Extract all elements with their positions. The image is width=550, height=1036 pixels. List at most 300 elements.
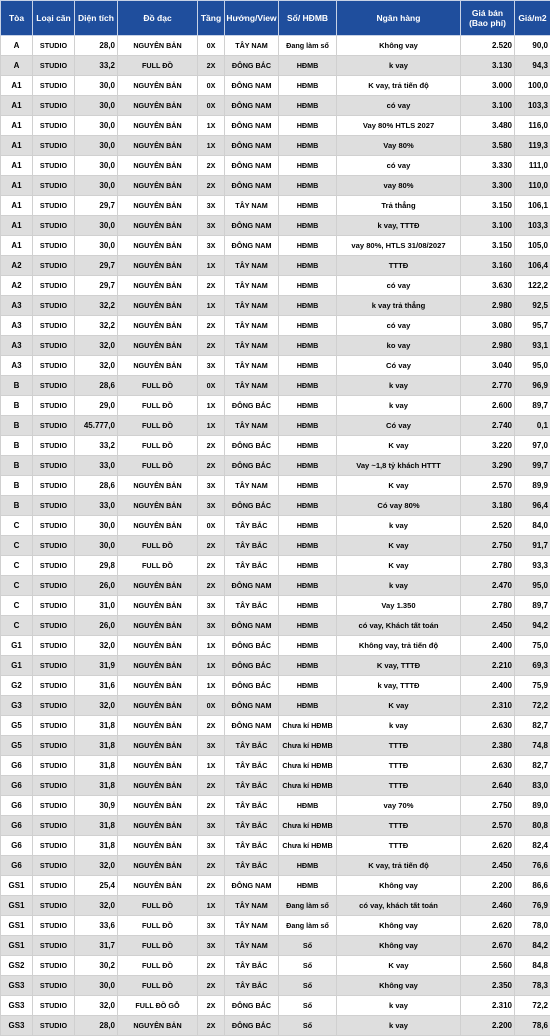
cell-so-hdmb: HĐMB bbox=[279, 576, 337, 596]
cell-toa: G3 bbox=[1, 696, 33, 716]
cell-gia-ban: 2.200 bbox=[461, 876, 515, 896]
cell-gia-m2: 74,8 bbox=[515, 736, 550, 756]
cell-do-dac: NGUYÊN BẢN bbox=[118, 516, 198, 536]
cell-so-hdmb: HĐMB bbox=[279, 196, 337, 216]
cell-huong-view: ĐÔNG NAM bbox=[225, 176, 279, 196]
table-row bbox=[1, 756, 550, 776]
cell-ngan-hang: Không vay bbox=[337, 976, 461, 996]
cell-so-hdmb: HĐMB bbox=[279, 76, 337, 96]
cell-toa: A3 bbox=[1, 356, 33, 376]
cell-tang: 0X bbox=[198, 516, 225, 536]
cell-gia-ban: 2.980 bbox=[461, 336, 515, 356]
cell-loai-can: STUDIO bbox=[33, 876, 75, 896]
cell-do-dac: NGUYÊN BẢN bbox=[118, 616, 198, 636]
cell-tang: 2X bbox=[198, 716, 225, 736]
cell-dien-tich: 28,6 bbox=[75, 476, 118, 496]
cell-tang: 3X bbox=[198, 216, 225, 236]
cell-huong-view: TÂY NAM bbox=[225, 356, 279, 376]
cell-toa: G2 bbox=[1, 676, 33, 696]
table-row bbox=[1, 736, 550, 756]
cell-ngan-hang: có vay bbox=[337, 276, 461, 296]
cell-ngan-hang: k vay bbox=[337, 1016, 461, 1036]
cell-toa: B bbox=[1, 396, 33, 416]
cell-so-hdmb: HĐMB bbox=[279, 336, 337, 356]
cell-gia-m2: 76,6 bbox=[515, 856, 550, 876]
cell-do-dac: FULL ĐỒ bbox=[118, 376, 198, 396]
cell-gia-ban: 2.400 bbox=[461, 676, 515, 696]
cell-dien-tich: 45.777,0 bbox=[75, 416, 118, 436]
cell-loai-can: STUDIO bbox=[33, 456, 75, 476]
cell-tang: 2X bbox=[198, 1016, 225, 1036]
cell-loai-can: STUDIO bbox=[33, 716, 75, 736]
table-row bbox=[1, 716, 550, 736]
cell-ngan-hang: K vay bbox=[337, 436, 461, 456]
cell-toa: GS3 bbox=[1, 1016, 33, 1036]
cell-toa: A1 bbox=[1, 96, 33, 116]
cell-huong-view: TÂY BẮC bbox=[225, 836, 279, 856]
cell-ngan-hang: K vay, TTTĐ bbox=[337, 656, 461, 676]
cell-huong-view: TÂY BẮC bbox=[225, 956, 279, 976]
cell-gia-ban: 2.750 bbox=[461, 796, 515, 816]
cell-gia-m2: 80,8 bbox=[515, 816, 550, 836]
cell-huong-view: ĐÔNG NAM bbox=[225, 116, 279, 136]
cell-ngan-hang: k vay bbox=[337, 56, 461, 76]
cell-gia-ban: 2.450 bbox=[461, 616, 515, 636]
cell-do-dac: NGUYÊN BẢN bbox=[118, 716, 198, 736]
cell-do-dac: NGUYÊN BẢN bbox=[118, 116, 198, 136]
cell-tang: 3X bbox=[198, 736, 225, 756]
cell-gia-m2: 116,0 bbox=[515, 116, 550, 136]
cell-gia-m2: 96,9 bbox=[515, 376, 550, 396]
cell-gia-m2: 0,1 bbox=[515, 416, 550, 436]
cell-gia-ban: 3.150 bbox=[461, 236, 515, 256]
cell-do-dac: NGUYÊN BẢN bbox=[118, 196, 198, 216]
cell-toa: B bbox=[1, 376, 33, 396]
cell-loai-can: STUDIO bbox=[33, 196, 75, 216]
cell-tang: 3X bbox=[198, 236, 225, 256]
column-header-gia-ban: Giá bán (Bao phí) bbox=[461, 1, 515, 36]
cell-huong-view: TÂY NAM bbox=[225, 336, 279, 356]
cell-dien-tich: 33,0 bbox=[75, 496, 118, 516]
cell-gia-m2: 106,1 bbox=[515, 196, 550, 216]
cell-dien-tich: 31,7 bbox=[75, 936, 118, 956]
cell-do-dac: FULL ĐỒ bbox=[118, 556, 198, 576]
cell-gia-ban: 2.780 bbox=[461, 596, 515, 616]
cell-ngan-hang: TTTĐ bbox=[337, 776, 461, 796]
cell-huong-view: ĐÔNG NAM bbox=[225, 716, 279, 736]
cell-dien-tich: 32,2 bbox=[75, 316, 118, 336]
table-row bbox=[1, 196, 550, 216]
column-header-huong-view: Hướng/View bbox=[225, 1, 279, 36]
table-row bbox=[1, 376, 550, 396]
cell-do-dac: FULL ĐỒ bbox=[118, 536, 198, 556]
cell-toa: GS1 bbox=[1, 896, 33, 916]
cell-so-hdmb: Chưa kí HĐMB bbox=[279, 716, 337, 736]
table-row bbox=[1, 616, 550, 636]
cell-loai-can: STUDIO bbox=[33, 296, 75, 316]
cell-so-hdmb: HĐMB bbox=[279, 256, 337, 276]
cell-tang: 2X bbox=[198, 576, 225, 596]
cell-ngan-hang: Vay 1.350 bbox=[337, 596, 461, 616]
cell-gia-m2: 94,2 bbox=[515, 616, 550, 636]
cell-so-hdmb: HĐMB bbox=[279, 356, 337, 376]
cell-loai-can: STUDIO bbox=[33, 936, 75, 956]
cell-loai-can: STUDIO bbox=[33, 816, 75, 836]
cell-huong-view: ĐÔNG BẮC bbox=[225, 56, 279, 76]
cell-dien-tich: 31,8 bbox=[75, 816, 118, 836]
cell-gia-ban: 3.100 bbox=[461, 216, 515, 236]
cell-huong-view: ĐÔNG BẮC bbox=[225, 496, 279, 516]
cell-ngan-hang: K vay bbox=[337, 536, 461, 556]
cell-do-dac: NGUYÊN BẢN bbox=[118, 296, 198, 316]
cell-do-dac: FULL ĐỒ bbox=[118, 416, 198, 436]
cell-huong-view: TÂY NAM bbox=[225, 416, 279, 436]
table-row bbox=[1, 556, 550, 576]
cell-tang: 3X bbox=[198, 616, 225, 636]
table-row bbox=[1, 156, 550, 176]
cell-toa: A1 bbox=[1, 176, 33, 196]
cell-tang: 3X bbox=[198, 936, 225, 956]
cell-huong-view: ĐÔNG NAM bbox=[225, 236, 279, 256]
cell-gia-m2: 84,8 bbox=[515, 956, 550, 976]
table-row bbox=[1, 836, 550, 856]
table-row bbox=[1, 676, 550, 696]
cell-do-dac: FULL ĐỒ bbox=[118, 936, 198, 956]
cell-huong-view: TÂY BẮC bbox=[225, 816, 279, 836]
cell-ngan-hang: TTTĐ bbox=[337, 256, 461, 276]
cell-do-dac: FULL ĐỒ bbox=[118, 456, 198, 476]
cell-huong-view: TÂY NAM bbox=[225, 196, 279, 216]
cell-loai-can: STUDIO bbox=[33, 896, 75, 916]
cell-loai-can: STUDIO bbox=[33, 236, 75, 256]
column-header-tang: Tầng bbox=[198, 1, 225, 36]
cell-dien-tich: 32,2 bbox=[75, 296, 118, 316]
cell-tang: 3X bbox=[198, 596, 225, 616]
cell-dien-tich: 30,0 bbox=[75, 176, 118, 196]
cell-do-dac: NGUYÊN BẢN bbox=[118, 856, 198, 876]
cell-tang: 1X bbox=[198, 756, 225, 776]
cell-ngan-hang: có vay bbox=[337, 96, 461, 116]
cell-loai-can: STUDIO bbox=[33, 136, 75, 156]
cell-dien-tich: 30,0 bbox=[75, 96, 118, 116]
cell-toa: A3 bbox=[1, 316, 33, 336]
cell-gia-m2: 76,9 bbox=[515, 896, 550, 916]
cell-huong-view: ĐÔNG BẮC bbox=[225, 996, 279, 1016]
cell-dien-tich: 31,8 bbox=[75, 836, 118, 856]
cell-loai-can: STUDIO bbox=[33, 916, 75, 936]
cell-toa: GS3 bbox=[1, 996, 33, 1016]
cell-loai-can: STUDIO bbox=[33, 496, 75, 516]
cell-gia-m2: 105,0 bbox=[515, 236, 550, 256]
cell-gia-ban: 2.400 bbox=[461, 636, 515, 656]
cell-tang: 2X bbox=[198, 996, 225, 1016]
cell-gia-ban: 2.380 bbox=[461, 736, 515, 756]
cell-huong-view: ĐÔNG NAM bbox=[225, 876, 279, 896]
cell-ngan-hang: k vay bbox=[337, 396, 461, 416]
cell-tang: 2X bbox=[198, 156, 225, 176]
cell-tang: 1X bbox=[198, 416, 225, 436]
cell-toa: B bbox=[1, 496, 33, 516]
cell-loai-can: STUDIO bbox=[33, 416, 75, 436]
table-row bbox=[1, 76, 550, 96]
cell-ngan-hang: k vay, TTTĐ bbox=[337, 216, 461, 236]
table-row bbox=[1, 436, 550, 456]
cell-so-hdmb: HĐMB bbox=[279, 536, 337, 556]
table-header bbox=[1, 1, 550, 36]
cell-toa: G1 bbox=[1, 636, 33, 656]
cell-gia-ban: 2.740 bbox=[461, 416, 515, 436]
cell-do-dac: NGUYÊN BẢN bbox=[118, 816, 198, 836]
cell-loai-can: STUDIO bbox=[33, 396, 75, 416]
cell-dien-tich: 31,6 bbox=[75, 676, 118, 696]
table-row bbox=[1, 176, 550, 196]
cell-gia-ban: 3.220 bbox=[461, 436, 515, 456]
table-row bbox=[1, 576, 550, 596]
cell-huong-view: TÂY BẮC bbox=[225, 776, 279, 796]
cell-gia-ban: 2.570 bbox=[461, 476, 515, 496]
cell-huong-view: TÂY NAM bbox=[225, 476, 279, 496]
cell-so-hdmb: HĐMB bbox=[279, 396, 337, 416]
cell-gia-ban: 2.470 bbox=[461, 576, 515, 596]
table-row bbox=[1, 496, 550, 516]
cell-do-dac: NGUYÊN BẢN bbox=[118, 276, 198, 296]
cell-huong-view: ĐÔNG BẮC bbox=[225, 1016, 279, 1036]
cell-do-dac: NGUYÊN BẢN bbox=[118, 236, 198, 256]
cell-gia-m2: 78,6 bbox=[515, 1016, 550, 1036]
cell-loai-can: STUDIO bbox=[33, 536, 75, 556]
cell-gia-m2: 72,2 bbox=[515, 996, 550, 1016]
cell-huong-view: TÂY BẮC bbox=[225, 556, 279, 576]
cell-ngan-hang: Vay ~1,8 tỷ khách HTTT bbox=[337, 456, 461, 476]
cell-dien-tich: 33,6 bbox=[75, 916, 118, 936]
cell-gia-ban: 3.180 bbox=[461, 496, 515, 516]
cell-loai-can: STUDIO bbox=[33, 596, 75, 616]
cell-tang: 0X bbox=[198, 76, 225, 96]
cell-gia-m2: 86,6 bbox=[515, 876, 550, 896]
cell-huong-view: TÂY NAM bbox=[225, 376, 279, 396]
cell-dien-tich: 32,0 bbox=[75, 696, 118, 716]
cell-loai-can: STUDIO bbox=[33, 776, 75, 796]
cell-do-dac: NGUYÊN BẢN bbox=[118, 76, 198, 96]
cell-so-hdmb: HĐMB bbox=[279, 96, 337, 116]
cell-loai-can: STUDIO bbox=[33, 56, 75, 76]
cell-gia-m2: 84,2 bbox=[515, 936, 550, 956]
table-row bbox=[1, 36, 550, 56]
cell-toa: GS1 bbox=[1, 916, 33, 936]
cell-so-hdmb: Đang làm sổ bbox=[279, 36, 337, 56]
table-row bbox=[1, 796, 550, 816]
cell-do-dac: NGUYÊN BẢN bbox=[118, 256, 198, 276]
cell-tang: 0X bbox=[198, 696, 225, 716]
cell-so-hdmb: HĐMB bbox=[279, 116, 337, 136]
cell-toa: GS2 bbox=[1, 956, 33, 976]
cell-toa: A1 bbox=[1, 76, 33, 96]
cell-do-dac: NGUYÊN BẢN bbox=[118, 316, 198, 336]
cell-ngan-hang: vay 70% bbox=[337, 796, 461, 816]
table-row bbox=[1, 336, 550, 356]
cell-so-hdmb: Chưa kí HĐMB bbox=[279, 776, 337, 796]
cell-do-dac: FULL ĐỒ bbox=[118, 896, 198, 916]
cell-do-dac: NGUYÊN BẢN bbox=[118, 636, 198, 656]
cell-huong-view: TÂY NAM bbox=[225, 936, 279, 956]
cell-do-dac: FULL ĐỒ bbox=[118, 956, 198, 976]
cell-huong-view: ĐÔNG BẮC bbox=[225, 656, 279, 676]
cell-ngan-hang: Có vay 80% bbox=[337, 496, 461, 516]
cell-huong-view: ĐÔNG BẮC bbox=[225, 676, 279, 696]
cell-gia-m2: 96,4 bbox=[515, 496, 550, 516]
cell-toa: GS3 bbox=[1, 976, 33, 996]
cell-dien-tich: 29,0 bbox=[75, 396, 118, 416]
cell-dien-tich: 26,0 bbox=[75, 616, 118, 636]
cell-toa: C bbox=[1, 536, 33, 556]
table-row bbox=[1, 316, 550, 336]
cell-ngan-hang: có vay, khách tất toán bbox=[337, 896, 461, 916]
cell-so-hdmb: HĐMB bbox=[279, 556, 337, 576]
cell-gia-m2: 84,0 bbox=[515, 516, 550, 536]
cell-gia-m2: 82,7 bbox=[515, 756, 550, 776]
cell-dien-tich: 30,0 bbox=[75, 116, 118, 136]
cell-dien-tich: 31,8 bbox=[75, 736, 118, 756]
cell-loai-can: STUDIO bbox=[33, 556, 75, 576]
table-row bbox=[1, 776, 550, 796]
cell-gia-ban: 2.310 bbox=[461, 696, 515, 716]
cell-huong-view: TÂY BẮC bbox=[225, 596, 279, 616]
cell-so-hdmb: HĐMB bbox=[279, 796, 337, 816]
cell-dien-tich: 32,0 bbox=[75, 856, 118, 876]
cell-loai-can: STUDIO bbox=[33, 96, 75, 116]
cell-gia-ban: 2.630 bbox=[461, 716, 515, 736]
cell-tang: 0X bbox=[198, 96, 225, 116]
cell-ngan-hang: k vay bbox=[337, 716, 461, 736]
cell-so-hdmb: Chưa kí HĐMB bbox=[279, 816, 337, 836]
cell-gia-m2: 75,0 bbox=[515, 636, 550, 656]
cell-huong-view: ĐÔNG NAM bbox=[225, 216, 279, 236]
cell-so-hdmb: HĐMB bbox=[279, 316, 337, 336]
table-row bbox=[1, 996, 550, 1016]
cell-so-hdmb: HĐMB bbox=[279, 376, 337, 396]
cell-tang: 2X bbox=[198, 536, 225, 556]
cell-toa: A1 bbox=[1, 196, 33, 216]
cell-do-dac: FULL ĐỒ bbox=[118, 916, 198, 936]
cell-ngan-hang: K vay bbox=[337, 476, 461, 496]
cell-dien-tich: 29,7 bbox=[75, 276, 118, 296]
cell-loai-can: STUDIO bbox=[33, 276, 75, 296]
cell-loai-can: STUDIO bbox=[33, 36, 75, 56]
cell-dien-tich: 32,0 bbox=[75, 996, 118, 1016]
table-row bbox=[1, 636, 550, 656]
cell-loai-can: STUDIO bbox=[33, 436, 75, 456]
cell-ngan-hang: K vay bbox=[337, 696, 461, 716]
cell-ngan-hang: có vay bbox=[337, 156, 461, 176]
cell-dien-tich: 33,2 bbox=[75, 436, 118, 456]
cell-do-dac: NGUYÊN BẢN bbox=[118, 336, 198, 356]
cell-tang: 2X bbox=[198, 796, 225, 816]
cell-tang: 1X bbox=[198, 656, 225, 676]
cell-loai-can: STUDIO bbox=[33, 576, 75, 596]
cell-ngan-hang: vay 80%, HTLS 31/08/2027 bbox=[337, 236, 461, 256]
cell-dien-tich: 25,4 bbox=[75, 876, 118, 896]
cell-huong-view: ĐÔNG NAM bbox=[225, 696, 279, 716]
cell-gia-m2: 82,4 bbox=[515, 836, 550, 856]
table-row bbox=[1, 976, 550, 996]
cell-loai-can: STUDIO bbox=[33, 616, 75, 636]
table-row bbox=[1, 696, 550, 716]
table-row bbox=[1, 536, 550, 556]
cell-tang: 1X bbox=[198, 896, 225, 916]
cell-do-dac: NGUYÊN BẢN bbox=[118, 216, 198, 236]
cell-do-dac: NGUYÊN BẢN bbox=[118, 176, 198, 196]
cell-ngan-hang: TTTĐ bbox=[337, 736, 461, 756]
cell-so-hdmb: Sổ bbox=[279, 996, 337, 1016]
table-row bbox=[1, 396, 550, 416]
cell-toa: G1 bbox=[1, 656, 33, 676]
cell-dien-tich: 29,7 bbox=[75, 196, 118, 216]
cell-do-dac: NGUYÊN BẢN bbox=[118, 596, 198, 616]
column-header-so-hdmb: Sổ/ HĐMB bbox=[279, 1, 337, 36]
cell-do-dac: NGUYÊN BẢN bbox=[118, 496, 198, 516]
cell-toa: A bbox=[1, 36, 33, 56]
cell-huong-view: ĐÔNG BẮC bbox=[225, 636, 279, 656]
cell-loai-can: STUDIO bbox=[33, 156, 75, 176]
cell-toa: A bbox=[1, 56, 33, 76]
cell-so-hdmb: Đang làm sổ bbox=[279, 896, 337, 916]
cell-gia-ban: 2.670 bbox=[461, 936, 515, 956]
cell-loai-can: STUDIO bbox=[33, 856, 75, 876]
table-row bbox=[1, 96, 550, 116]
cell-loai-can: STUDIO bbox=[33, 956, 75, 976]
cell-gia-ban: 3.480 bbox=[461, 116, 515, 136]
cell-ngan-hang: K vay bbox=[337, 556, 461, 576]
cell-gia-m2: 93,1 bbox=[515, 336, 550, 356]
cell-so-hdmb: Sổ bbox=[279, 1016, 337, 1036]
table-row bbox=[1, 256, 550, 276]
cell-dien-tich: 28,0 bbox=[75, 36, 118, 56]
cell-so-hdmb: HĐMB bbox=[279, 696, 337, 716]
cell-do-dac: NGUYÊN BẢN bbox=[118, 756, 198, 776]
cell-loai-can: STUDIO bbox=[33, 976, 75, 996]
cell-gia-ban: 3.000 bbox=[461, 76, 515, 96]
cell-so-hdmb: HĐMB bbox=[279, 296, 337, 316]
cell-toa: B bbox=[1, 416, 33, 436]
cell-tang: 3X bbox=[198, 356, 225, 376]
table-row bbox=[1, 456, 550, 476]
cell-so-hdmb: HĐMB bbox=[279, 876, 337, 896]
cell-gia-m2: 89,7 bbox=[515, 396, 550, 416]
cell-gia-ban: 3.300 bbox=[461, 176, 515, 196]
cell-loai-can: STUDIO bbox=[33, 336, 75, 356]
cell-dien-tich: 30,2 bbox=[75, 956, 118, 976]
cell-gia-m2: 95,7 bbox=[515, 316, 550, 336]
cell-toa: G6 bbox=[1, 756, 33, 776]
cell-loai-can: STUDIO bbox=[33, 696, 75, 716]
cell-tang: 2X bbox=[198, 856, 225, 876]
cell-dien-tich: 26,0 bbox=[75, 576, 118, 596]
cell-gia-ban: 2.780 bbox=[461, 556, 515, 576]
table-row bbox=[1, 296, 550, 316]
cell-ngan-hang: TTTĐ bbox=[337, 756, 461, 776]
cell-toa: A2 bbox=[1, 256, 33, 276]
table-body bbox=[1, 36, 550, 1036]
cell-gia-m2: 122,2 bbox=[515, 276, 550, 296]
cell-toa: GS1 bbox=[1, 936, 33, 956]
cell-gia-ban: 3.150 bbox=[461, 196, 515, 216]
cell-dien-tich: 28,0 bbox=[75, 1016, 118, 1036]
cell-loai-can: STUDIO bbox=[33, 516, 75, 536]
cell-so-hdmb: HĐMB bbox=[279, 856, 337, 876]
cell-loai-can: STUDIO bbox=[33, 376, 75, 396]
cell-tang: 3X bbox=[198, 476, 225, 496]
cell-gia-ban: 2.350 bbox=[461, 976, 515, 996]
